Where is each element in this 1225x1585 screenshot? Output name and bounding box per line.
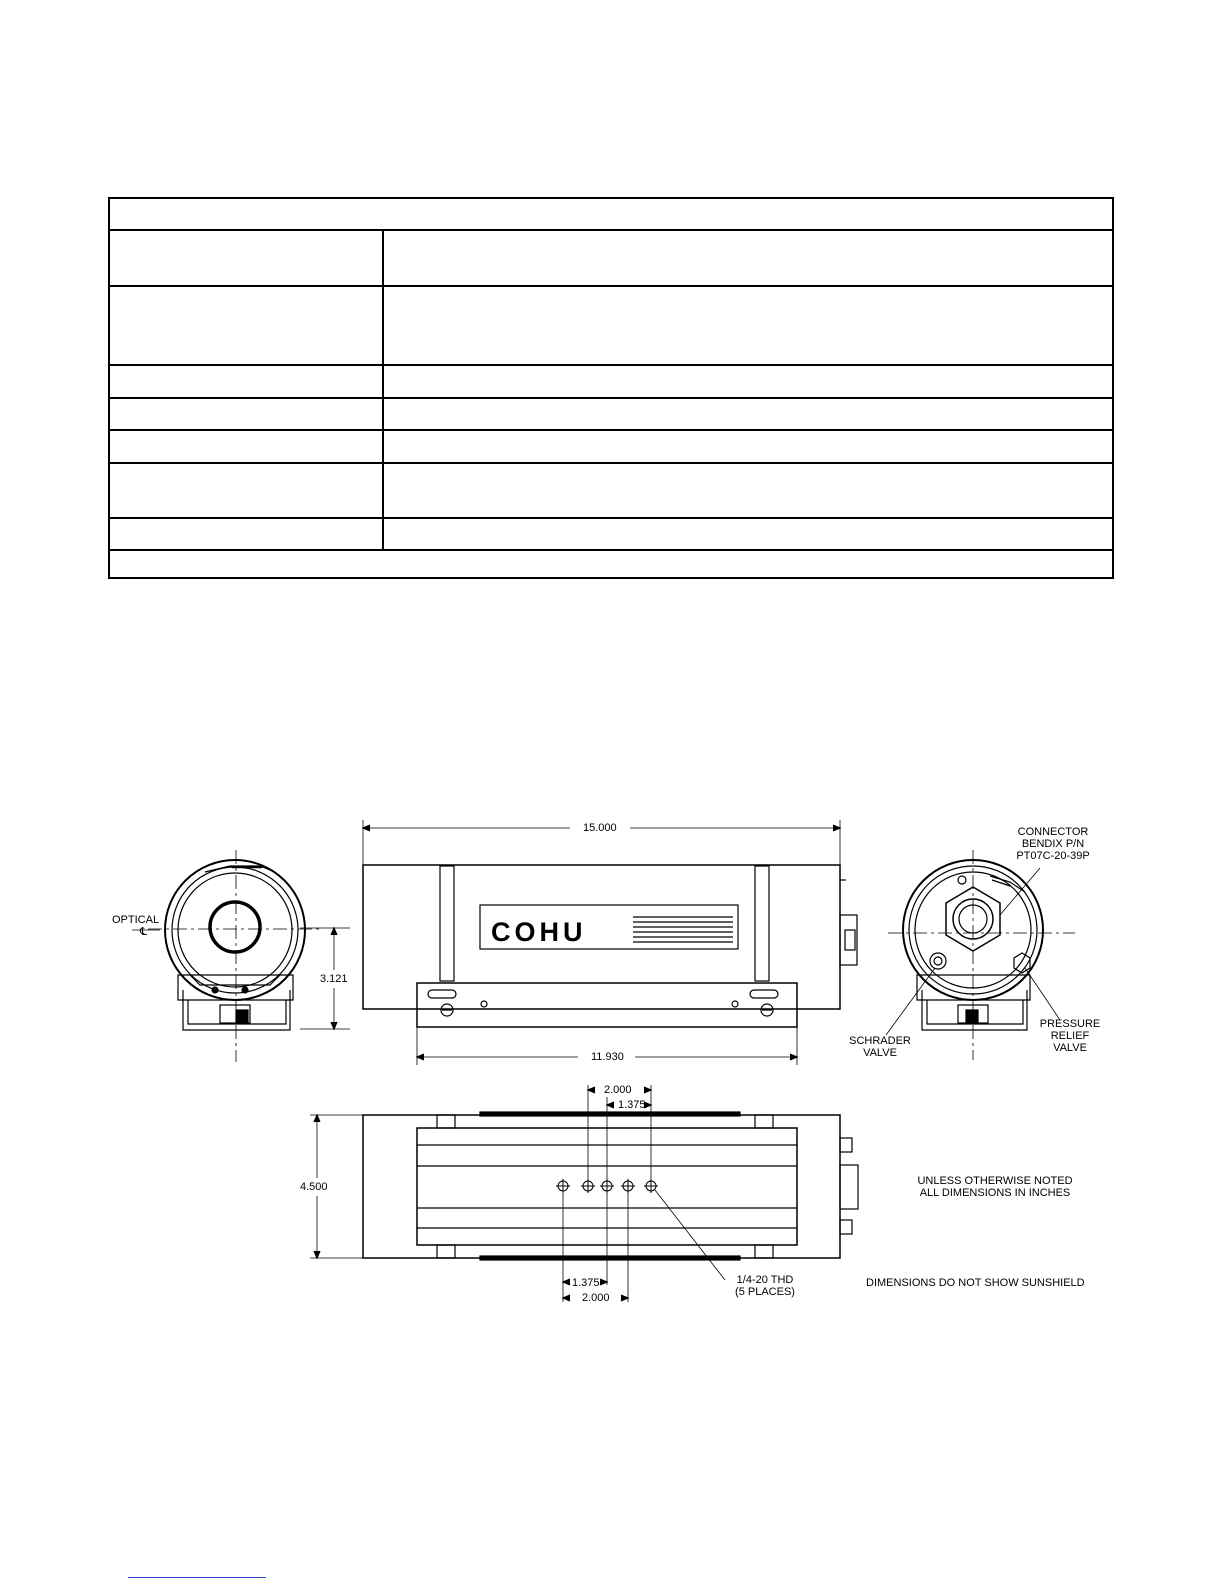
brand-logo: COHU bbox=[491, 917, 587, 947]
sunshield-note: DIMENSIONS DO NOT SHOW SUNSHIELD bbox=[866, 1277, 1085, 1289]
dim-hole-spacing-top-outer: 2.000 bbox=[604, 1084, 632, 1096]
dim-bracket-length: 11.930 bbox=[591, 1051, 624, 1063]
schrader-valve-label: SCHRADER VALVE bbox=[849, 1035, 911, 1059]
dim-hole-spacing-top-inner: 1.375 bbox=[618, 1099, 646, 1111]
dim-optical-height: 3.121 bbox=[320, 973, 348, 985]
side-view bbox=[363, 820, 857, 1065]
bottom-view bbox=[310, 1085, 858, 1302]
units-note: UNLESS OTHERWISE NOTED ALL DIMENSIONS IN INCHES bbox=[917, 1175, 1073, 1199]
dim-width: 4.500 bbox=[300, 1181, 328, 1193]
pressure-relief-valve-label: PRESSURE RELIEF VALVE bbox=[1039, 1018, 1101, 1054]
connector-label: CONNECTOR BENDIX P/N PT07C-20-39P bbox=[1016, 826, 1090, 862]
centerline-symbol: ℄ bbox=[140, 926, 148, 938]
dim-hole-spacing-bottom-outer: 2.000 bbox=[582, 1292, 610, 1304]
dim-overall-length: 15.000 bbox=[583, 822, 617, 834]
footer-link-underline bbox=[128, 1577, 266, 1578]
optical-label: OPTICAL bbox=[112, 914, 160, 926]
front-view bbox=[132, 850, 350, 1062]
dim-hole-spacing-bottom-inner: 1.375 bbox=[572, 1277, 600, 1289]
thread-callout: 1/4-20 THD (5 PLACES) bbox=[735, 1274, 795, 1298]
